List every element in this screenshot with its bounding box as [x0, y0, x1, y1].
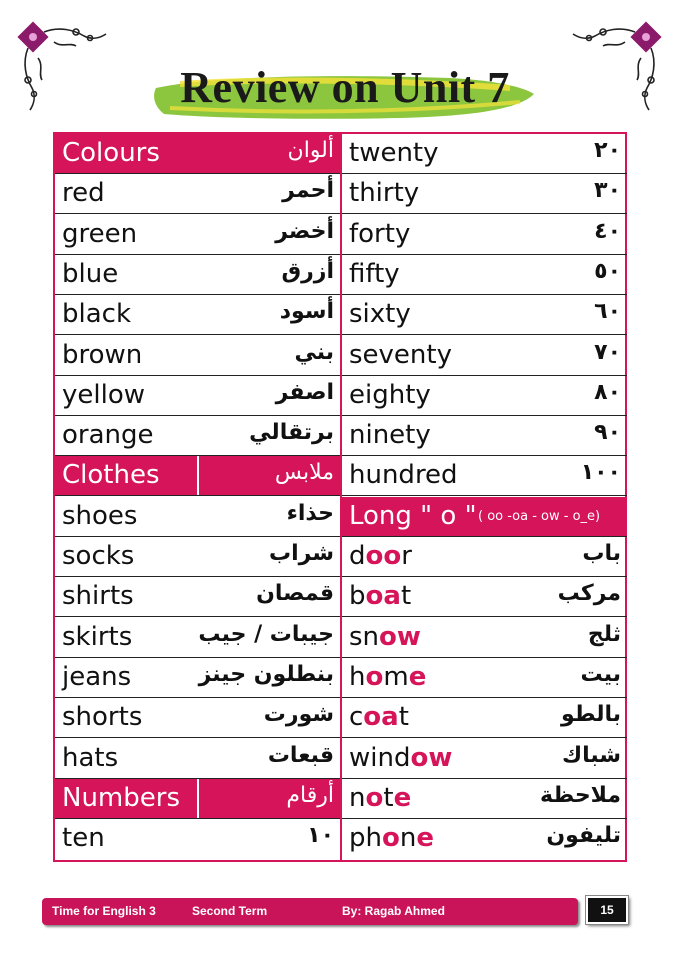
arabic-translation: أخضر — [275, 218, 334, 244]
section-header — [342, 497, 627, 537]
footer-term: Second Term — [192, 904, 268, 918]
english-word: twenty — [349, 138, 439, 168]
vocab-row — [342, 215, 627, 255]
vocab-row — [55, 819, 340, 859]
highlighted-letters: o — [365, 782, 384, 813]
section-title: Long " o " — [349, 500, 477, 531]
vocabulary-table — [53, 132, 627, 862]
arabic-translation: بيت — [580, 661, 621, 687]
left-column — [55, 134, 340, 860]
title-banner — [150, 58, 540, 128]
english-word: ninety — [349, 420, 431, 451]
arabic-translation: اصفر — [275, 379, 334, 405]
vocab-row — [55, 739, 340, 779]
word-part: h — [349, 661, 366, 692]
english-word: green — [62, 218, 138, 249]
arabic-translation: برتقالي — [249, 420, 334, 446]
arabic-translation: حذاء — [286, 500, 334, 526]
vocab-row — [342, 295, 627, 335]
vocab-row — [342, 739, 627, 779]
vocab-row — [342, 819, 627, 859]
english-word: thirty — [349, 178, 420, 209]
arabic-translation: باب — [582, 541, 621, 566]
english-word: shirts — [62, 581, 134, 612]
english-word — [349, 662, 426, 692]
vocab-row — [55, 295, 340, 335]
arabic-translation: بني — [294, 339, 334, 365]
english-word — [349, 743, 452, 773]
vocab-row — [342, 456, 627, 496]
page-number — [586, 896, 628, 924]
vocab-row — [342, 255, 627, 295]
highlighted-letters: oa — [363, 702, 399, 733]
section-title-arabic: ألوان — [287, 138, 334, 163]
vocab-row — [342, 779, 627, 819]
vocab-row — [55, 336, 340, 376]
highlighted-letters: ow — [410, 742, 453, 773]
arabic-translation: قمصان — [256, 581, 334, 607]
section-header — [55, 456, 340, 496]
vocab-row — [55, 658, 340, 698]
page-title: Review on Unit 7 — [180, 63, 510, 112]
vocab-row — [342, 698, 627, 738]
word-part: n — [399, 823, 417, 854]
arabic-translation: ملاحظة — [540, 782, 621, 808]
vocab-row — [55, 618, 340, 658]
english-word — [349, 541, 412, 571]
highlighted-letters: oa — [365, 581, 401, 612]
english-word: skirts — [62, 621, 133, 652]
arabic-translation: ١٠٠ — [580, 460, 621, 486]
highlighted-letters: e — [416, 823, 434, 854]
spelling-pattern: ( oo -oa - ow - o_e) — [478, 508, 601, 524]
word-part: t — [383, 782, 394, 813]
arabic-translation: ١٠ — [307, 823, 334, 849]
english-word: red — [62, 178, 105, 209]
english-word: eighty — [349, 379, 431, 410]
arabic-translation: أزرق — [281, 258, 334, 284]
word-part: n — [349, 782, 366, 813]
vocab-row — [55, 416, 340, 456]
corner-ornament-icon — [565, 18, 665, 118]
english-word — [349, 823, 434, 853]
arabic-translation: أسود — [279, 299, 334, 325]
word-part: d — [349, 541, 366, 571]
word-part: sn — [349, 621, 380, 652]
arabic-translation: تليفون — [546, 823, 621, 849]
section-title: Numbers — [62, 782, 180, 813]
arabic-translation: ٦٠ — [594, 299, 621, 325]
english-word — [349, 783, 411, 813]
arabic-translation: بالطو — [560, 702, 621, 728]
header-divider — [197, 456, 199, 495]
right-column — [340, 134, 627, 860]
vocab-row — [55, 215, 340, 255]
vocab-row — [55, 497, 340, 537]
word-part: m — [383, 661, 409, 692]
highlighted-letters: o — [381, 823, 400, 854]
arabic-translation: ٤٠ — [594, 218, 621, 244]
word-part: t — [398, 702, 409, 733]
arabic-translation: أحمر — [282, 178, 334, 204]
vocab-row — [342, 577, 627, 617]
header-divider — [197, 779, 199, 818]
english-word — [349, 581, 411, 611]
section-header — [55, 779, 340, 819]
word-part: r — [401, 541, 412, 571]
footer-bar — [42, 898, 578, 925]
highlighted-letters: e — [393, 782, 412, 813]
section-title: Colours — [62, 138, 160, 168]
vocab-row — [342, 416, 627, 456]
arabic-translation: ٢٠ — [594, 138, 621, 163]
word-part: b — [349, 581, 366, 612]
english-word: hats — [62, 742, 119, 773]
section-title-arabic: أرقام — [286, 782, 334, 808]
highlighted-letters: o — [365, 661, 384, 692]
vocab-row — [55, 174, 340, 214]
section-title-arabic: ملابس — [274, 460, 334, 486]
arabic-translation: ٩٠ — [594, 420, 621, 446]
english-word: hundred — [349, 460, 458, 491]
highlighted-letters: oo — [365, 541, 402, 571]
english-word: shoes — [62, 500, 138, 531]
vocab-row — [342, 174, 627, 214]
english-word: ten — [62, 823, 105, 854]
arabic-translation: بنطلون جينز — [198, 661, 334, 687]
vocab-row — [342, 618, 627, 658]
english-word: brown — [62, 339, 143, 370]
corner-ornament-icon — [14, 18, 114, 118]
vocab-row — [342, 376, 627, 416]
english-word: blue — [62, 258, 119, 289]
word-part: ph — [349, 823, 382, 854]
word-part: wind — [349, 742, 411, 773]
english-word: orange — [62, 420, 154, 451]
vocab-row — [55, 698, 340, 738]
english-word — [349, 622, 421, 652]
vocab-row — [55, 255, 340, 295]
english-word: shorts — [62, 702, 143, 733]
arabic-translation: جيبات / جيب — [198, 621, 334, 647]
footer-author: By: Ragab Ahmed — [342, 904, 445, 918]
word-part: c — [349, 702, 364, 733]
highlighted-letters: ow — [379, 621, 421, 652]
vocab-row — [55, 537, 340, 577]
word-part: t — [400, 581, 412, 612]
arabic-translation: شورت — [263, 702, 334, 728]
arabic-translation: مركب — [557, 581, 621, 607]
english-word — [349, 702, 409, 732]
english-word: forty — [349, 218, 411, 249]
arabic-translation: ٧٠ — [594, 339, 621, 365]
highlighted-letters: e — [408, 661, 427, 692]
english-word: fifty — [349, 258, 400, 289]
arabic-translation: ٥٠ — [594, 258, 621, 284]
section-title: Clothes — [62, 460, 160, 491]
footer-book: Time for English 3 — [52, 904, 156, 918]
arabic-translation: ٨٠ — [594, 379, 621, 405]
english-word: socks — [62, 541, 135, 571]
vocab-row — [342, 537, 627, 577]
vocab-row — [55, 577, 340, 617]
vocab-row — [342, 134, 627, 174]
section-header — [55, 134, 340, 174]
english-word: seventy — [349, 339, 452, 370]
page-number-label: 15 — [600, 903, 614, 917]
english-word: jeans — [62, 661, 132, 692]
vocab-row — [342, 336, 627, 376]
arabic-translation: شراب — [269, 541, 334, 566]
english-word: yellow — [62, 379, 146, 410]
arabic-translation: ٣٠ — [594, 178, 621, 204]
arabic-translation: ثلج — [587, 621, 621, 647]
english-word: black — [62, 299, 132, 330]
vocab-row — [342, 658, 627, 698]
arabic-translation: قبعات — [267, 742, 334, 768]
vocab-row — [55, 376, 340, 416]
arabic-translation: شباك — [561, 742, 621, 768]
english-word: sixty — [349, 299, 411, 330]
